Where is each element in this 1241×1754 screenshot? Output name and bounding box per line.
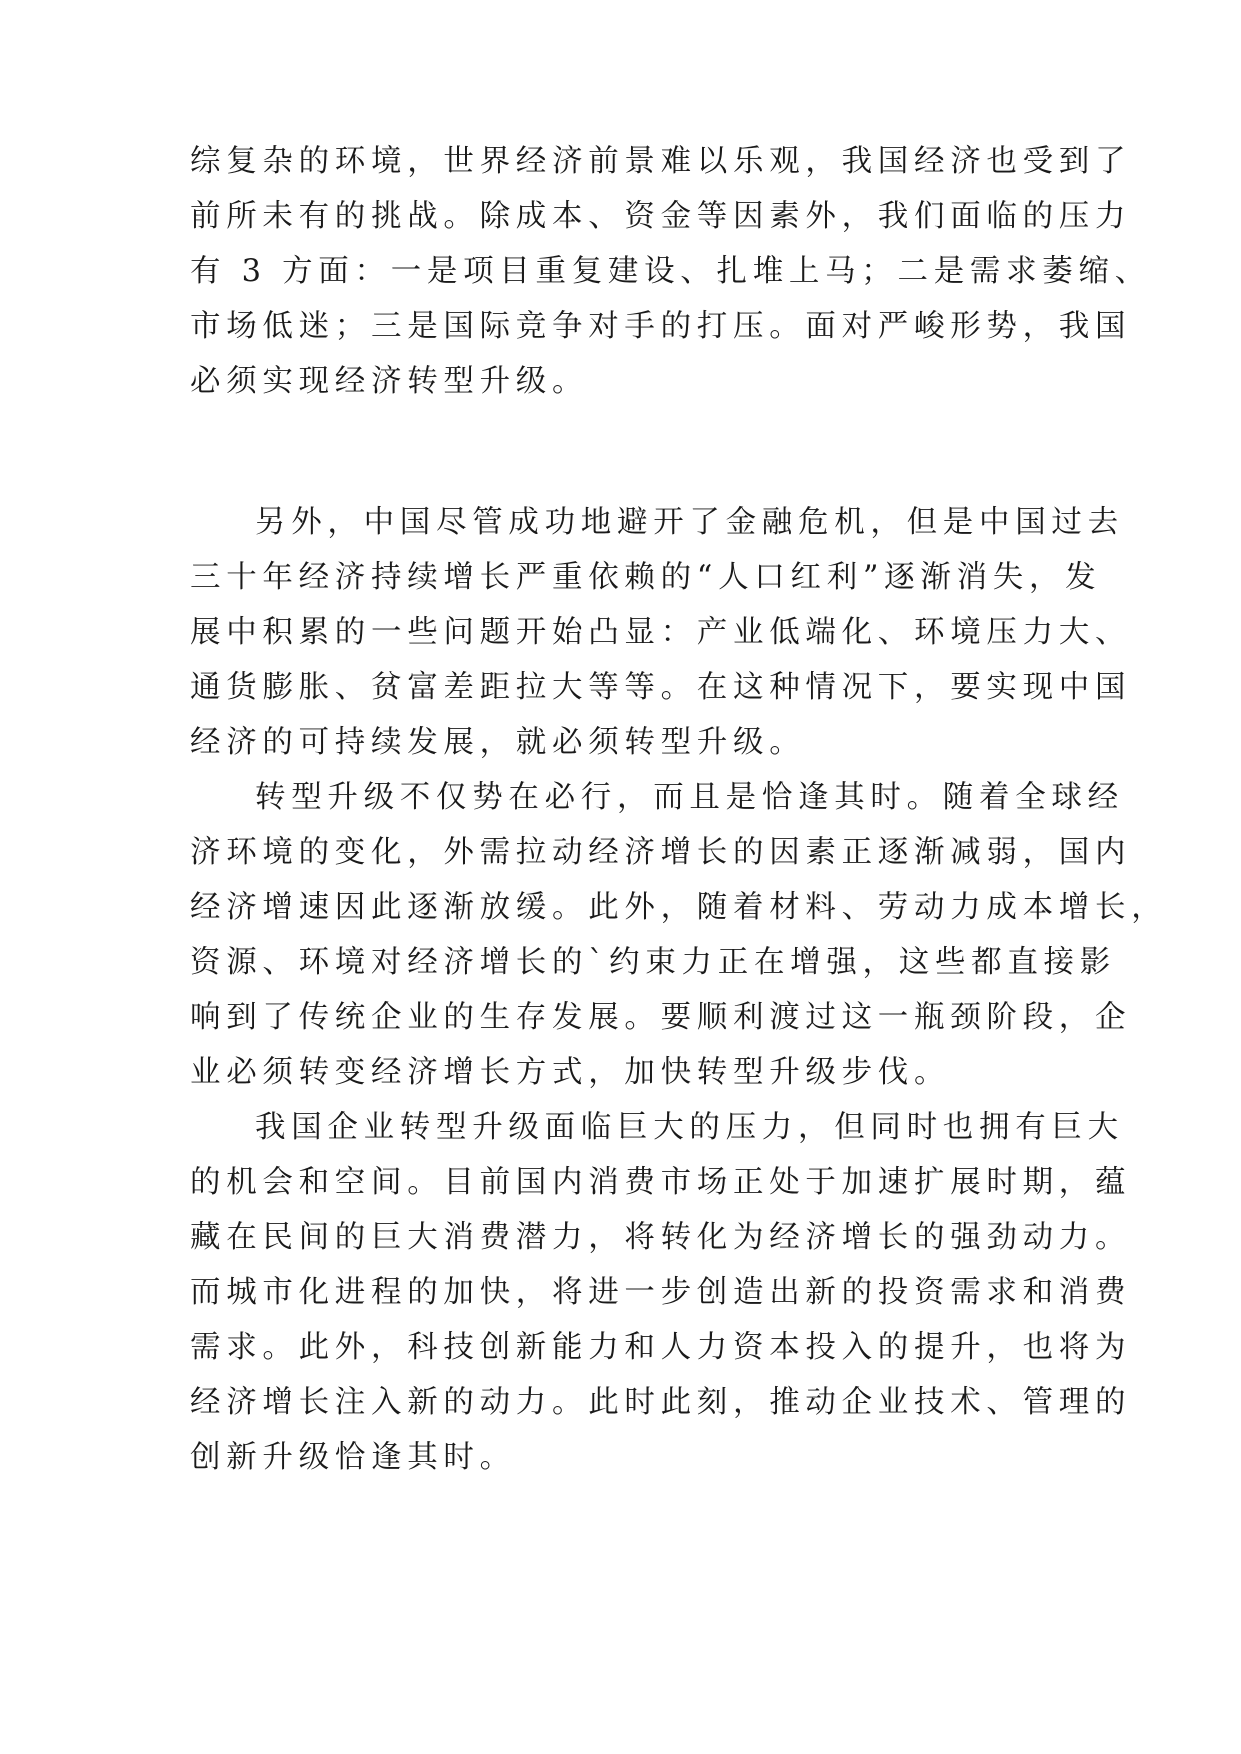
paragraph-4-line-6: 经济增长注入新的动力。此时此刻，推动企业技术、管理的: [190, 1385, 1132, 1420]
paragraph-4-line-2: 的机会和空间。目前国内消费市场正处于加速扩展时期，蕴: [190, 1165, 1132, 1200]
paragraph-2-line-3: 展中积累的一些问题开始凸显：产业低端化、环境压力大、: [190, 615, 1132, 650]
paragraph-3-line-1: 转型升级不仅势在必行，而且是恰逢其时。随着全球经: [255, 780, 1124, 815]
paragraph-4-line-3: 藏在民间的巨大消费潜力，将转化为经济增长的强劲动力。: [190, 1220, 1132, 1255]
paragraph-1-line-4: 市场低迷；三是国际竞争对手的打压。面对严峻形势，我国: [190, 309, 1132, 344]
paragraph-2-line-1: 另外，中国尽管成功地避开了金融危机，但是中国过去: [255, 505, 1124, 540]
paragraph-1-line-1: 综复杂的环境，世界经济前景难以乐观，我国经济也受到了: [190, 144, 1132, 179]
paragraph-3-line-5: 响到了传统企业的生存发展。要顺利渡过这一瓶颈阶段，企: [190, 1000, 1132, 1035]
paragraph-4-line-7: 创新升级恰逢其时。: [190, 1440, 516, 1475]
paragraph-1-line-3: 有 3 方面：一是项目重复建设、扎堆上马；二是需求萎缩、: [190, 254, 1151, 289]
paragraph-3-line-2: 济环境的变化，外需拉动经济增长的因素正逐渐减弱，国内: [190, 835, 1132, 870]
paragraph-4-line-1: 我国企业转型升级面临巨大的压力，但同时也拥有巨大: [255, 1110, 1124, 1145]
paragraph-3-line-6: 业必须转变经济增长方式，加快转型升级步伐。: [190, 1055, 951, 1090]
paragraph-2-line-5: 经济的可持续发展，就必须转型升级。: [190, 725, 806, 760]
paragraph-1-line-5: 必须实现经济转型升级。: [190, 364, 589, 399]
paragraph-3-line-3: 经济增速因此逐渐放缓。此外，随着材料、劳动力成本增长，: [190, 890, 1168, 925]
paragraph-4-line-5: 需求。此外，科技创新能力和人力资本投入的提升，也将为: [190, 1330, 1132, 1365]
paragraph-4-line-4: 而城市化进程的加快，将进一步创造出新的投资需求和消费: [190, 1275, 1132, 1310]
paragraph-1-line-2: 前所未有的挑战。除成本、资金等因素外，我们面临的压力: [190, 199, 1132, 234]
paragraph-2-line-4: 通货膨胀、贫富差距拉大等等。在这种情况下，要实现中国: [190, 670, 1132, 705]
paragraph-2-line-2: 三十年经济持续增长严重依赖的“人口红利”逐渐消失，发: [190, 560, 1102, 595]
paragraph-3-line-4: 资源、环境对经济增长的`约束力正在增强，这些都直接影: [190, 945, 1116, 980]
